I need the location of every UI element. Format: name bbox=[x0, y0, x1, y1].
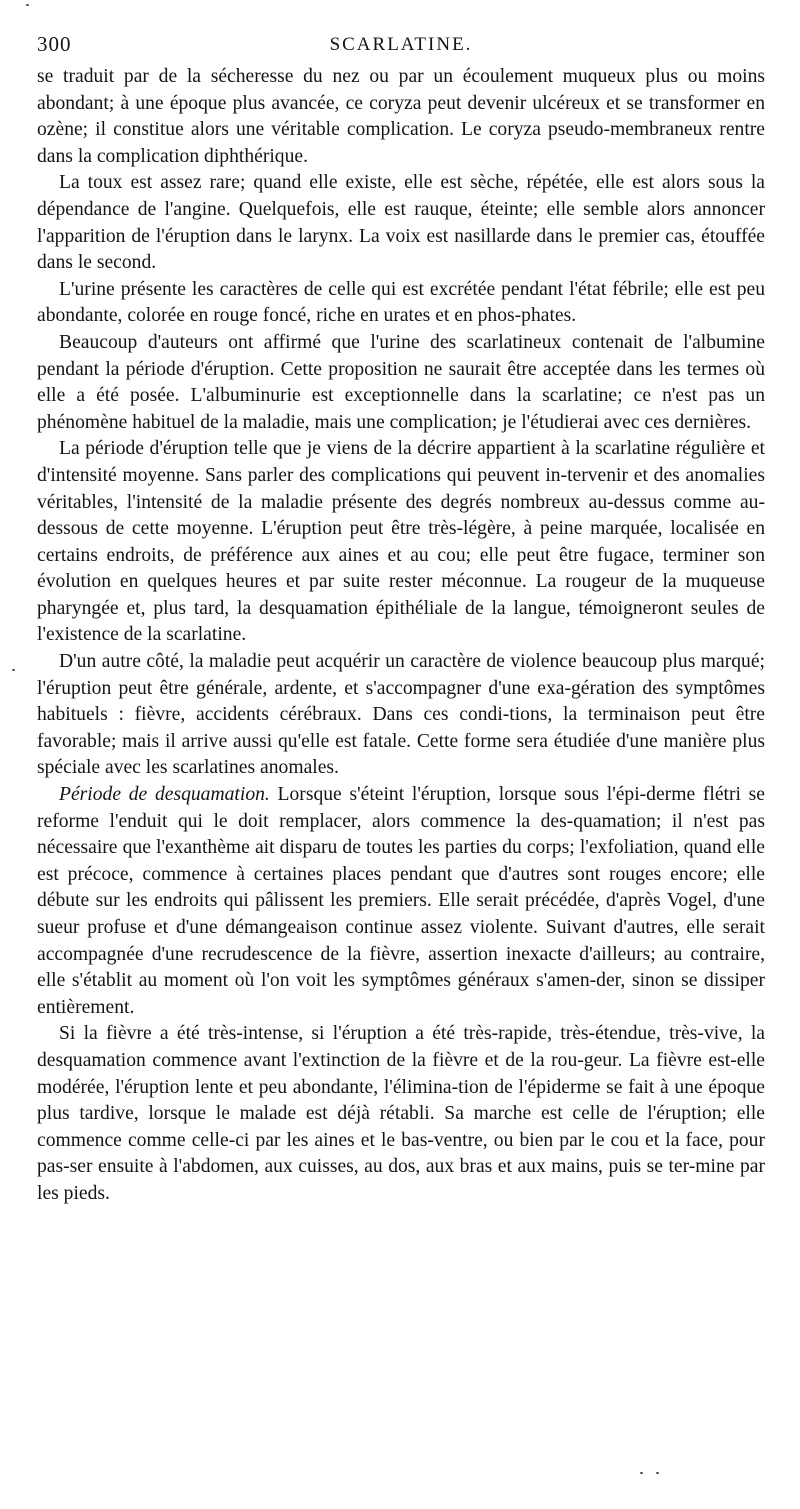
scan-speck bbox=[26, 4, 29, 6]
paragraph-desquamation-text: Lorsque s'éteint l'éruption, lorsque sous l'épi-derme flétri se reforme l'enduit qui le doit remplacer, alors commence la des-quamation; il n'est pas nécessaire que l'exanthème ait disparu de toutes les parties du corps; l'exfoliation, quand elle est précoce, commence à certaines places pendant que d'autres sont rouges encore; elle débute sur les endroits qui pâlissent les premiers. Elle serait précédée, d'après Vogel, d'une sueur profuse et d'une démangeaison continue assez violente. Suivant d'autres, elle serait accompagnée d'une recrudescence de la fièvre, assertion inexacte d'ailleurs; au contraire, elle s'établit au moment où l'on voit les symptômes généraux s'amen-der, sinon se dissiper entièrement. bbox=[37, 784, 765, 1018]
paragraph-fievre: Si la fièvre a été très-intense, si l'éruption a été très-rapide, très-étendue, très-vive, la desquamation commence avant l'extinction de la fièvre et de la rou-geur. La fièvre est-elle modérée, l'éruption lente et peu abondante, l'élimina-tion de l'épiderme se fait à une époque plus tardive, lorsque le malade est déjà rétabli. Sa marche est celle de l'éruption; elle commence comme celle-ci par les aines et le bas-ventre, ou bien par le cou et la face, pour pas-ser ensuite à l'abdomen, aux cuisses, au dos, aux bras et aux mains, puis se ter-mine par les pieds. bbox=[37, 1023, 765, 1204]
paragraph-desquamation bbox=[37, 782, 765, 1021]
scan-speck bbox=[12, 669, 15, 671]
running-head bbox=[37, 30, 765, 60]
body-text bbox=[37, 64, 765, 1208]
book-page bbox=[37, 30, 765, 1208]
scan-speck bbox=[656, 1472, 659, 1474]
page-number: 300 bbox=[37, 32, 72, 56]
running-title: SCARLATINE. bbox=[329, 34, 473, 55]
section-lead-desquamation: Période de desquamation. bbox=[59, 784, 270, 806]
paragraph-violence: D'un autre côté, la maladie peut acquérir un caractère de violence beaucoup plus marqué; l'éruption peut être générale, ardente, et s'accompagner d'une exa-gération des symptômes habituels : fièvre, accidents cérébraux. Dans ces condi-tions, la terminaison peut être favorable; mais il arrive aussi qu'elle est fatale. Cette forme sera étudiée d'une manière plus spéciale avec les scarlatines anomales. bbox=[37, 651, 765, 779]
scan-speck bbox=[640, 1472, 643, 1474]
paragraph-toux: La toux est assez rare; quand elle existe, elle est sèche, répétée, elle est alors sous la dépendance de l'angine. Quelquefois, elle est rauque, éteinte; elle semble alors annoncer l'apparition de l'éruption dans le larynx. La voix est nasillarde dans le premier cas, étouffée dans le second. bbox=[37, 172, 765, 274]
paragraph-albumine: Beaucoup d'auteurs ont affirmé que l'urine des scarlatineux contenait de l'albumine pendant la période d'éruption. Cette proposition ne saurait être acceptée dans les termes où elle a été posée. L'albuminurie est exceptionnelle dans la scarlatine; ce n'est pas un phénomène habituel de la maladie, mais une complication; je l'étudierai avec ces dernières. bbox=[37, 331, 765, 433]
paragraph-periode-eruption: La période d'éruption telle que je viens de la décrire appartient à la scarlatine régulière et d'intensité moyenne. Sans parler des complications qui peuvent in-tervenir et des anomalies véritables, l'intensité de la maladie présente des degrés nombreux au-dessus comme au-dessous de cette moyenne. L'éruption peut être très-légère, à peine marquée, localisée en certains endroits, de préférence aux aines et au cou; elle peut être fugace, terminer son évolution en quelques heures et par suite rester méconnue. La rougeur de la muqueuse pharyngée et, plus tard, la desquamation épithéliale de la langue, témoigneront seules de l'existence de la scarlatine. bbox=[37, 438, 765, 646]
paragraph-coryza: se traduit par de la sécheresse du nez ou par un écoulement muqueux plus ou moins abondant; à une époque plus avancée, ce coryza peut devenir ulcéreux et se transformer en ozène; il constitue alors une véritable complication. Le coryza pseudo-membraneux rentre dans la complication diphthérique. bbox=[37, 66, 765, 167]
paragraph-urine: L'urine présente les caractères de celle qui est excrétée pendant l'état fébrile; elle est peu abondante, colorée en rouge foncé, riche en urates et en phos-phates. bbox=[37, 278, 765, 327]
